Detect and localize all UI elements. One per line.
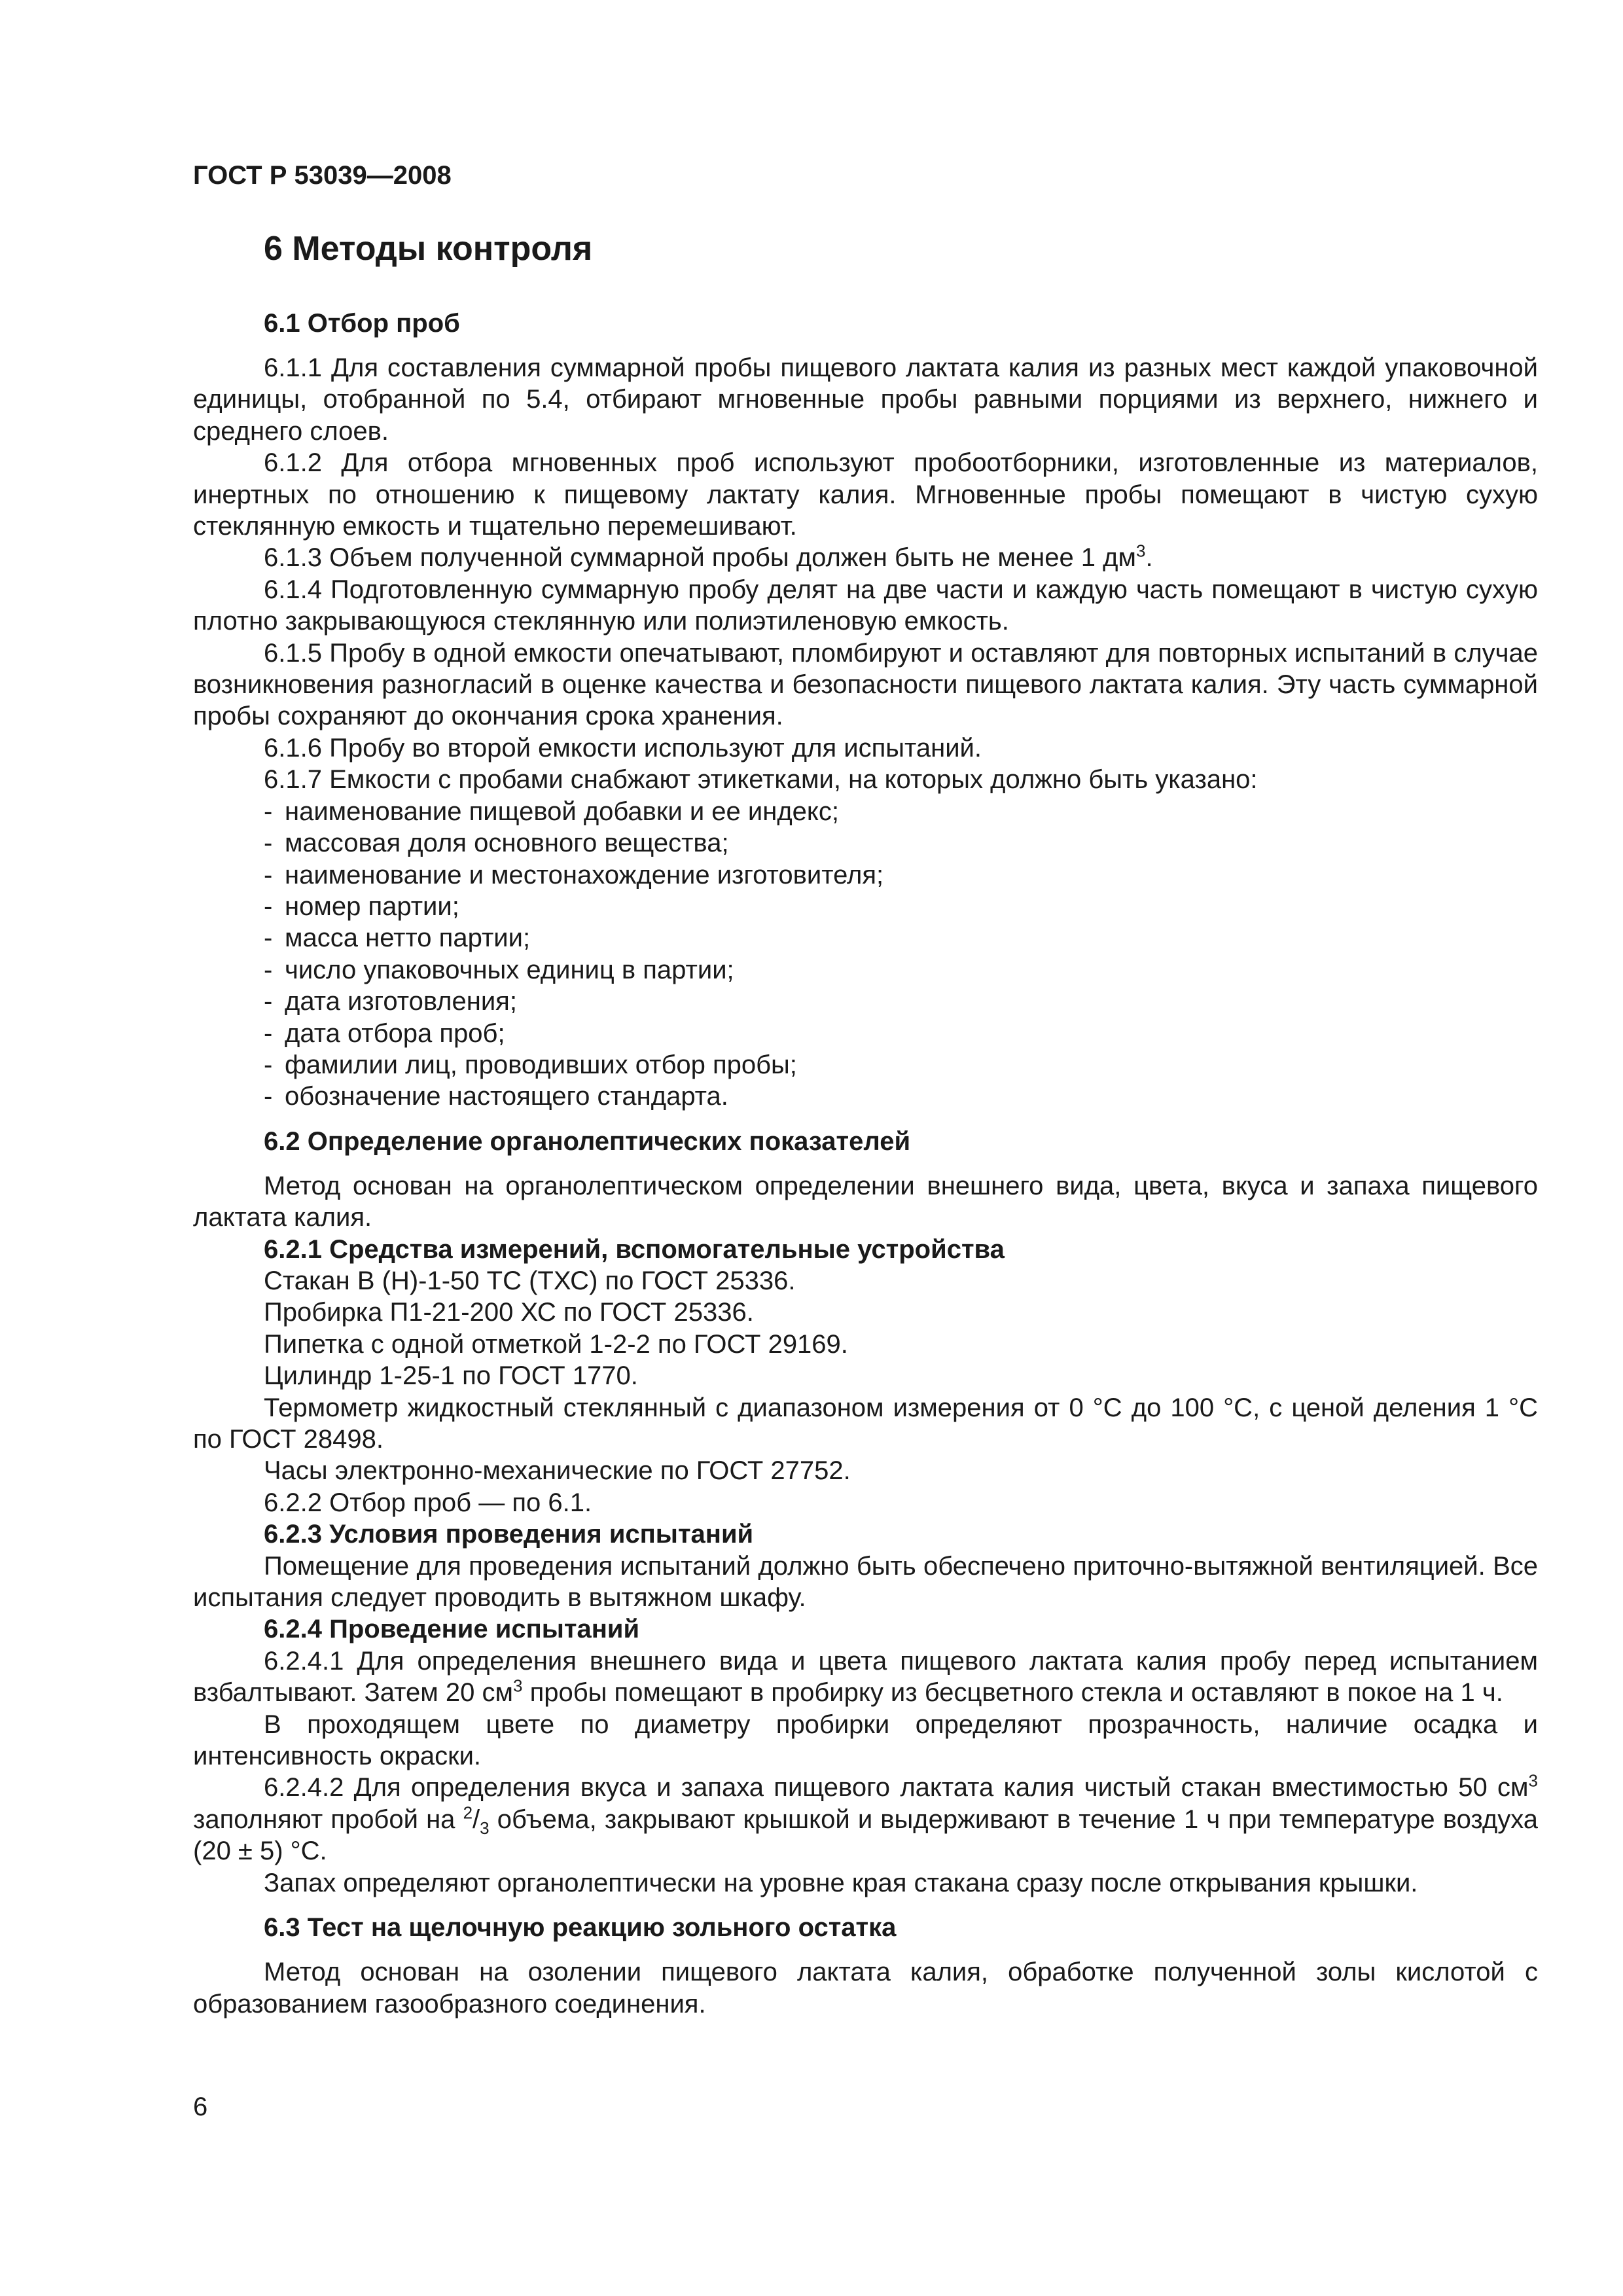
list-item: - номер партии; xyxy=(193,891,1538,922)
equipment-test-tube: Пробирка П1-21-200 ХС по ГОСТ 25336. xyxy=(264,1298,754,1327)
paragraph-6-3-intro: Метод основан на озолении пищевого лактата калия, обработке полученной золы кислотой с образованием газообразного соединения. xyxy=(193,1958,1538,2018)
paragraph-6-2-3: Помещение для проведения испытаний должно быть обеспечено приточно-вытяжной вентиляцией. Все испытания следует проводить в вытяжном шкафу. xyxy=(193,1551,1538,1613)
paragraph-6-2-4-1: 6.2.4.1 Для определения внешнего вида и цвета пищевого лактата калия пробу перед испытанием взбалтывают. Затем 20 $см^3$ пробы помещают в пробирку из бесцветного стекла и оставляют в покое на 1 ч. xyxy=(193,1646,1538,1708)
list-item: - дата изготовления; xyxy=(193,986,1538,1017)
equipment-cylinder: Цилиндр 1-25-1 по ГОСТ 1770. xyxy=(264,1361,638,1391)
subsection-6-2-4-title: 6.2.4 Проведение испытаний xyxy=(264,1615,640,1644)
paragraph-6-2-2: 6.2.2 Отбор проб — по 6.1. xyxy=(264,1488,592,1517)
fraction-numerator: 2 xyxy=(463,1803,473,1823)
paragraph-6-1-2: 6.1.2 Для отбора мгновенных проб используют пробоотборники, изготовленные из материалов, инертных по отношению к пищевому лактату калия. Мгновенные пробы помещают в чистую сухую стеклянную емкость и тщательно перемешивают. xyxy=(193,448,1538,541)
paragraph-6-2-4-2: 6.2.4.2 Для определения вкуса и запаха пищевого лактата калия чистый стакан вместимостью 50 $см^3$ заполняют пробой на $^2/_3$ объема, закрывают крышкой и выдерживают в течение 1 ч при температуре воздуха (20 ± 5) °С. xyxy=(193,1771,1538,1866)
paragraph-6-2-4-2-b: Запах определяют органолептически на уровне края стакана сразу после открывания крышки. xyxy=(264,1868,1418,1897)
list-item: - число упаковочных единиц в партии; xyxy=(193,954,1538,986)
fraction-denominator: 3 xyxy=(480,1818,490,1838)
paragraph-6-1-1: 6.1.1 Для составления суммарной пробы пищевого лактата калия из разных мест каждой упаковочной единицы, отобранной по 5.4, отбирают мгновенные пробы равными порциями из верхнего, нижнего и среднего слоев. xyxy=(193,353,1538,446)
list-item: - обозначение настоящего стандарта. xyxy=(193,1081,1538,1112)
paragraph-6-2-4-1-b: В проходящем цвете по диаметру пробирки определяют прозрачность, наличие осадка и интенсивность окраски. xyxy=(193,1710,1538,1771)
label-requirements-list xyxy=(193,796,1538,1113)
equipment-clock: Часы электронно-механические по ГОСТ 27752. xyxy=(264,1456,851,1486)
paragraph-6-1-3-end: . xyxy=(1145,543,1153,573)
equipment-thermometer: Термометр жидкостный стеклянный с диапазоном измерения от 0 °С до 100 °С, с ценой деления 1 °С по ГОСТ 28498. xyxy=(193,1393,1538,1454)
subsection-6-3-title: 6.3 Тест на щелочную реакцию зольного остатка xyxy=(264,1913,897,1943)
subsection-6-2-3-title: 6.2.3 Условия проведения испытаний xyxy=(264,1520,754,1549)
section-title: 6 Методы контроля xyxy=(264,230,593,268)
paragraph-6-1-4: 6.1.4 Подготовленную суммарную пробу делят на две части и каждую часть помещают в чистую сухую плотно закрывающуюся стеклянную или полиэтиленовую емкость. xyxy=(193,575,1538,636)
document-page xyxy=(193,157,1538,2020)
paragraph-6-1-7: 6.1.7 Емкости с пробами снабжают этикетками, на которых должно быть указано: xyxy=(264,765,1258,795)
superscript: 3 xyxy=(512,1676,523,1696)
page-number: 6 xyxy=(193,2092,208,2121)
superscript: 3 xyxy=(1136,541,1146,562)
subsection-6-2-title: 6.2 Определение органолептических показателей xyxy=(264,1126,911,1156)
equipment-beaker: Стакан В (Н)-1-50 ТС (ТХС) по ГОСТ 25336. xyxy=(264,1266,796,1295)
superscript: 3 xyxy=(1528,1771,1538,1791)
subsection-6-2-1-title: 6.2.1 Средства измерений, вспомогательные устройства xyxy=(264,1234,1005,1264)
paragraph-6-1-3 xyxy=(193,542,1538,573)
paragraph-6-1-6: 6.1.6 Пробу во второй емкости используют для испытаний. xyxy=(264,733,982,762)
equipment-pipette: Пипетка с одной отметкой 1-2-2 по ГОСТ 29169. xyxy=(264,1329,848,1359)
paragraph-6-2-intro: Метод основан на органолептическом определении внешнего вида, цвета, вкуса и запаха пищевого лактата калия. xyxy=(193,1171,1538,1232)
list-item: - дата отбора проб; xyxy=(193,1018,1538,1049)
paragraph-6-1-3-text: 6.1.3 Объем полученной суммарной пробы должен быть не менее 1 дм xyxy=(264,543,1137,573)
fraction-slash: / xyxy=(473,1804,480,1834)
paragraph-6-1-5: 6.1.5 Пробу в одной емкости опечатывают, пломбируют и оставляют для повторных испытаний в случае возникновения разногласий в оценке качества и безопасности пищевого лактата калия. Эту часть суммарной пробы сохраняют до окончания срока хранения. xyxy=(193,638,1538,731)
list-item: - наименование и местонахождение изготовителя; xyxy=(193,859,1538,891)
list-item: - массовая доля основного вещества; xyxy=(193,827,1538,859)
list-item: - фамилии лиц, проводивших отбор пробы; xyxy=(193,1049,1538,1081)
subsection-6-1-title: 6.1 Отбор проб xyxy=(264,309,460,338)
document-header: ГОСТ Р 53039—2008 xyxy=(193,161,452,190)
list-item: - наименование пищевой добавки и ее индекс; xyxy=(193,796,1538,827)
list-item: - масса нетто партии; xyxy=(193,922,1538,954)
